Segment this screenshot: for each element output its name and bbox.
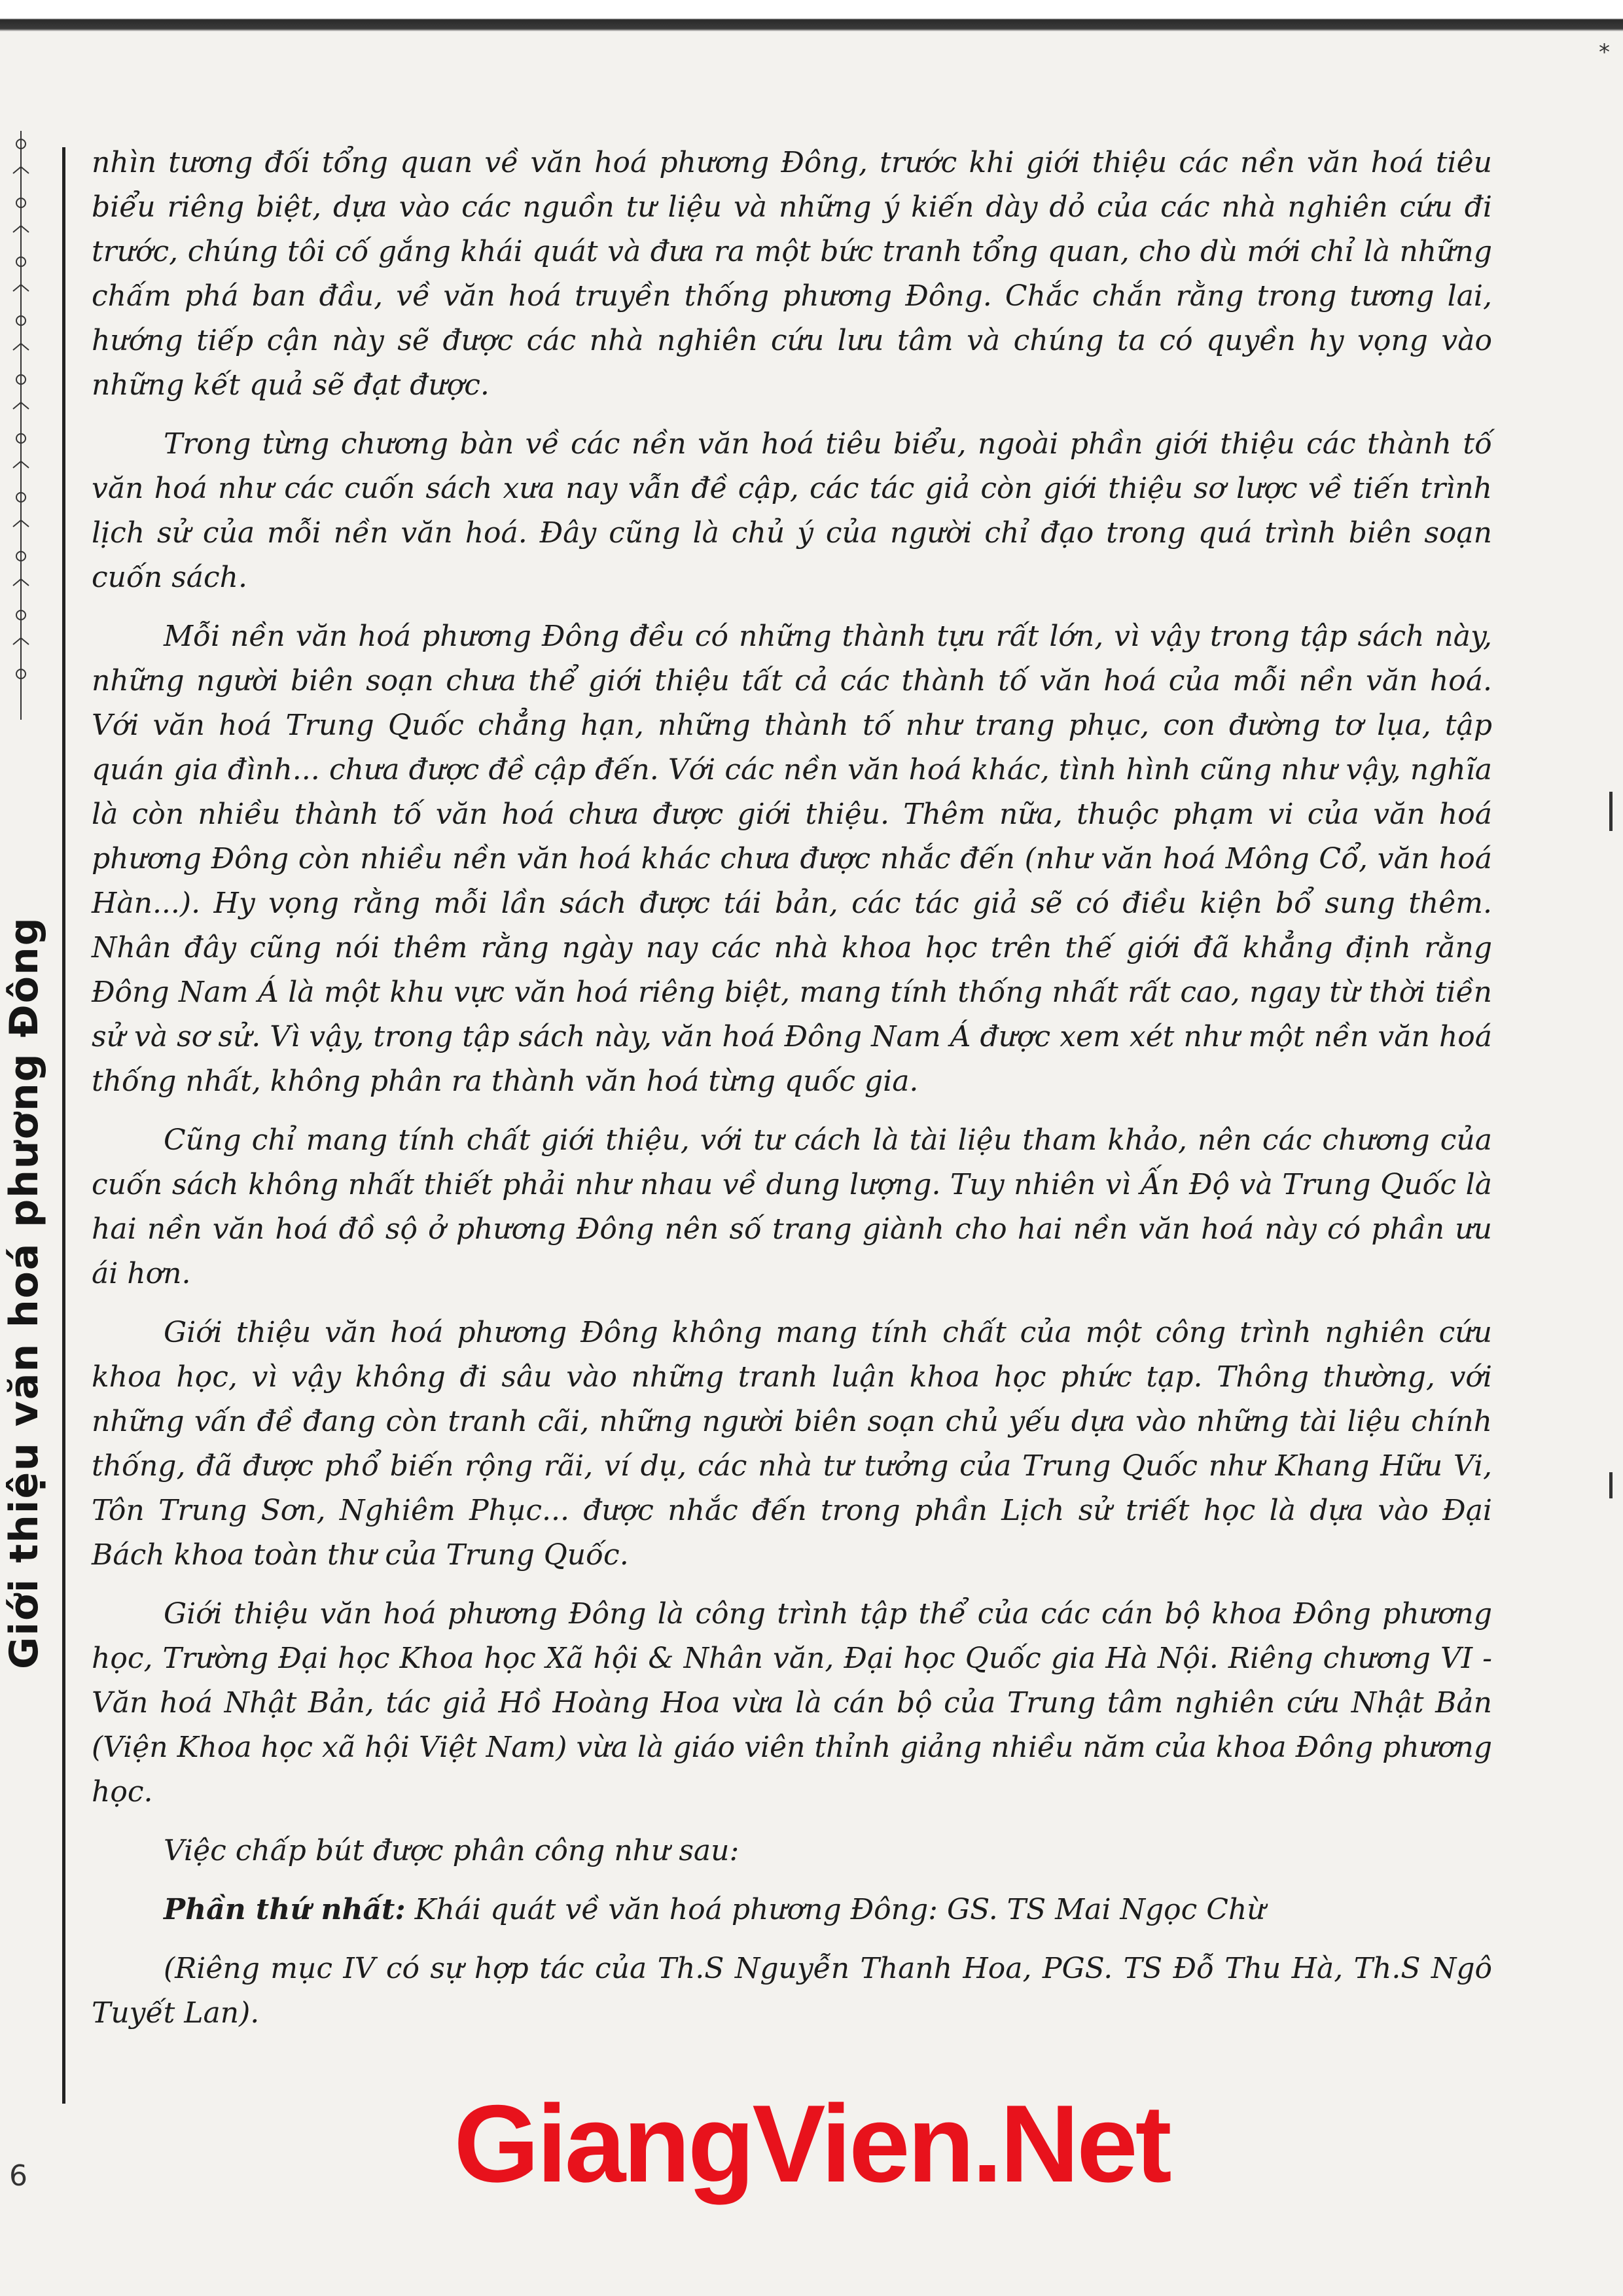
margin-rule bbox=[62, 147, 65, 2104]
edge-mark bbox=[1609, 1472, 1613, 1498]
note-paragraph: (Riêng mục IV có sự hợp tác của Th.S Nguyễn Thanh Hoa, PGS. TS Đỗ Thu Hà, Th.S Ngô Tuyết Lan). bbox=[92, 1952, 1492, 2030]
scan-top-edge bbox=[0, 0, 1623, 31]
book-spine bbox=[0, 131, 52, 2192]
paragraph: Giới thiệu văn hoá phương Đông là công trình tập thể của các cán bộ khoa Đông phương học, Trường Đại học Khoa học Xã hội & Nhân văn, Đại học Quốc gia Hà Nội. Riêng chương VI - Văn hoá Nhật Bản, tác giả Hồ Hoàng Hoa vừa là cán bộ của Trung tâm nghiên cứu Nhật Bản (Viện Khoa học xã hội Việt Nam) vừa là giáo viên thỉnh giảng nhiều năm của khoa Đông phương học. bbox=[92, 1597, 1492, 1809]
page-body bbox=[92, 141, 1492, 2050]
spine-title: Giới thiệu văn hoá phương Đông bbox=[1, 916, 47, 1669]
corner-mark: * bbox=[1599, 39, 1610, 65]
page-number: 6 bbox=[9, 2159, 27, 2193]
assignment-lead: Phần thứ nhất: bbox=[164, 1893, 406, 1926]
paragraph: Mỗi nền văn hoá phương Đông đều có những thành tựu rất lớn, vì vậy trong tập sách này, những người biên soạn chưa thể giới thiệu tất cả các thành tố văn hoá của mỗi nền văn hoá. Với văn hoá Trung Quốc chẳng hạn, những thành tố như trang phục, con đường tơ lụa, tập quán gia đình... chưa được đề cập đến. Với các nền văn hoá khác, tình hình cũng như vậy, nghĩa là còn nhiều thành tố văn hoá chưa được giới thiệu. Thêm nữa, thuộc phạm vi của văn hoá phương Đông còn nhiều nền văn hoá khác chưa được nhắc đến (như văn hoá Mông Cổ, văn hoá Hàn...). Hy vọng rằng mỗi lần sách được tái bản, các tác giả sẽ có điều kiện bổ sung thêm. Nhân đây cũng nói thêm rằng ngày nay các nhà khoa học trên thế giới đã khẳng định rằng Đông Nam Á là một khu vực văn hoá riêng biệt, mang tính thống nhất rất cao, ngay từ thời tiền sử và sơ sử. Vì vậy, trong tập sách này, văn hoá Đông Nam Á được xem xét như một nền văn hoá thống nhất, không phân ra thành văn hoá từng quốc gia. bbox=[92, 620, 1492, 1098]
paragraph: nhìn tương đối tổng quan về văn hoá phương Đông, trước khi giới thiệu các nền văn hoá tiêu biểu riêng biệt, dựa vào các nguồn tư liệu và những ý kiến dày dỏ của các nhà nghiên cứu đi trước, chúng tôi cố gắng khái quát và đưa ra một bức tranh tổng quan, cho dù mới chỉ là những chấm phá ban đầu, về văn hoá truyền thống phương Đông. Chắc chắn rằng trong tương lai, hướng tiếp cận này sẽ được các nhà nghiên cứu lưu tâm và chúng ta có quyền hy vọng vào những kết quả sẽ đạt được. bbox=[92, 146, 1492, 402]
spine-ornament-icon bbox=[9, 131, 33, 720]
edge-mark bbox=[1609, 792, 1613, 831]
paragraph: Cũng chỉ mang tính chất giới thiệu, với tư cách là tài liệu tham khảo, nên các chương của cuốn sách không nhất thiết phải như nhau về dung lượng. Tuy nhiên vì Ấn Độ và Trung Quốc là hai nền văn hoá đồ sộ ở phương Đông nên số trang giành cho hai nền văn hoá này có phần ưu ái hơn. bbox=[92, 1123, 1492, 1290]
paragraph: Trong từng chương bàn về các nền văn hoá tiêu biểu, ngoài phần giới thiệu các thành tố văn hoá như các cuốn sách xưa nay vẫn đề cập, các tác giả còn giới thiệu sơ lược về tiến trình lịch sử của mỗi nền văn hoá. Đây cũng là chủ ý của người chỉ đạo trong quá trình biên soạn cuốn sách. bbox=[92, 427, 1492, 594]
paragraph: Việc chấp bút được phân công như sau: bbox=[164, 1834, 740, 1867]
watermark: GiangVien.Net bbox=[454, 2082, 1169, 2205]
assignment-text: Khái quát về văn hoá phương Đông: GS. TS Mai Ngọc Chừ bbox=[405, 1893, 1266, 1926]
assignment-line bbox=[92, 1888, 1492, 1932]
paragraph: Giới thiệu văn hoá phương Đông không mang tính chất của một công trình nghiên cứu khoa học, vì vậy không đi sâu vào những tranh luận khoa học phức tạp. Thông thường, với những vấn đề đang còn tranh cãi, những người biên soạn chủ yếu dựa vào những tài liệu chính thống, đã được phổ biến rộng rãi, ví dụ, các nhà tư tưởng của Trung Quốc như Khang Hữu Vi, Tôn Trung Sơn, Nghiêm Phục... được nhắc đến trong phần Lịch sử triết học là dựa vào Đại Bách khoa toàn thư của Trung Quốc. bbox=[92, 1316, 1492, 1572]
